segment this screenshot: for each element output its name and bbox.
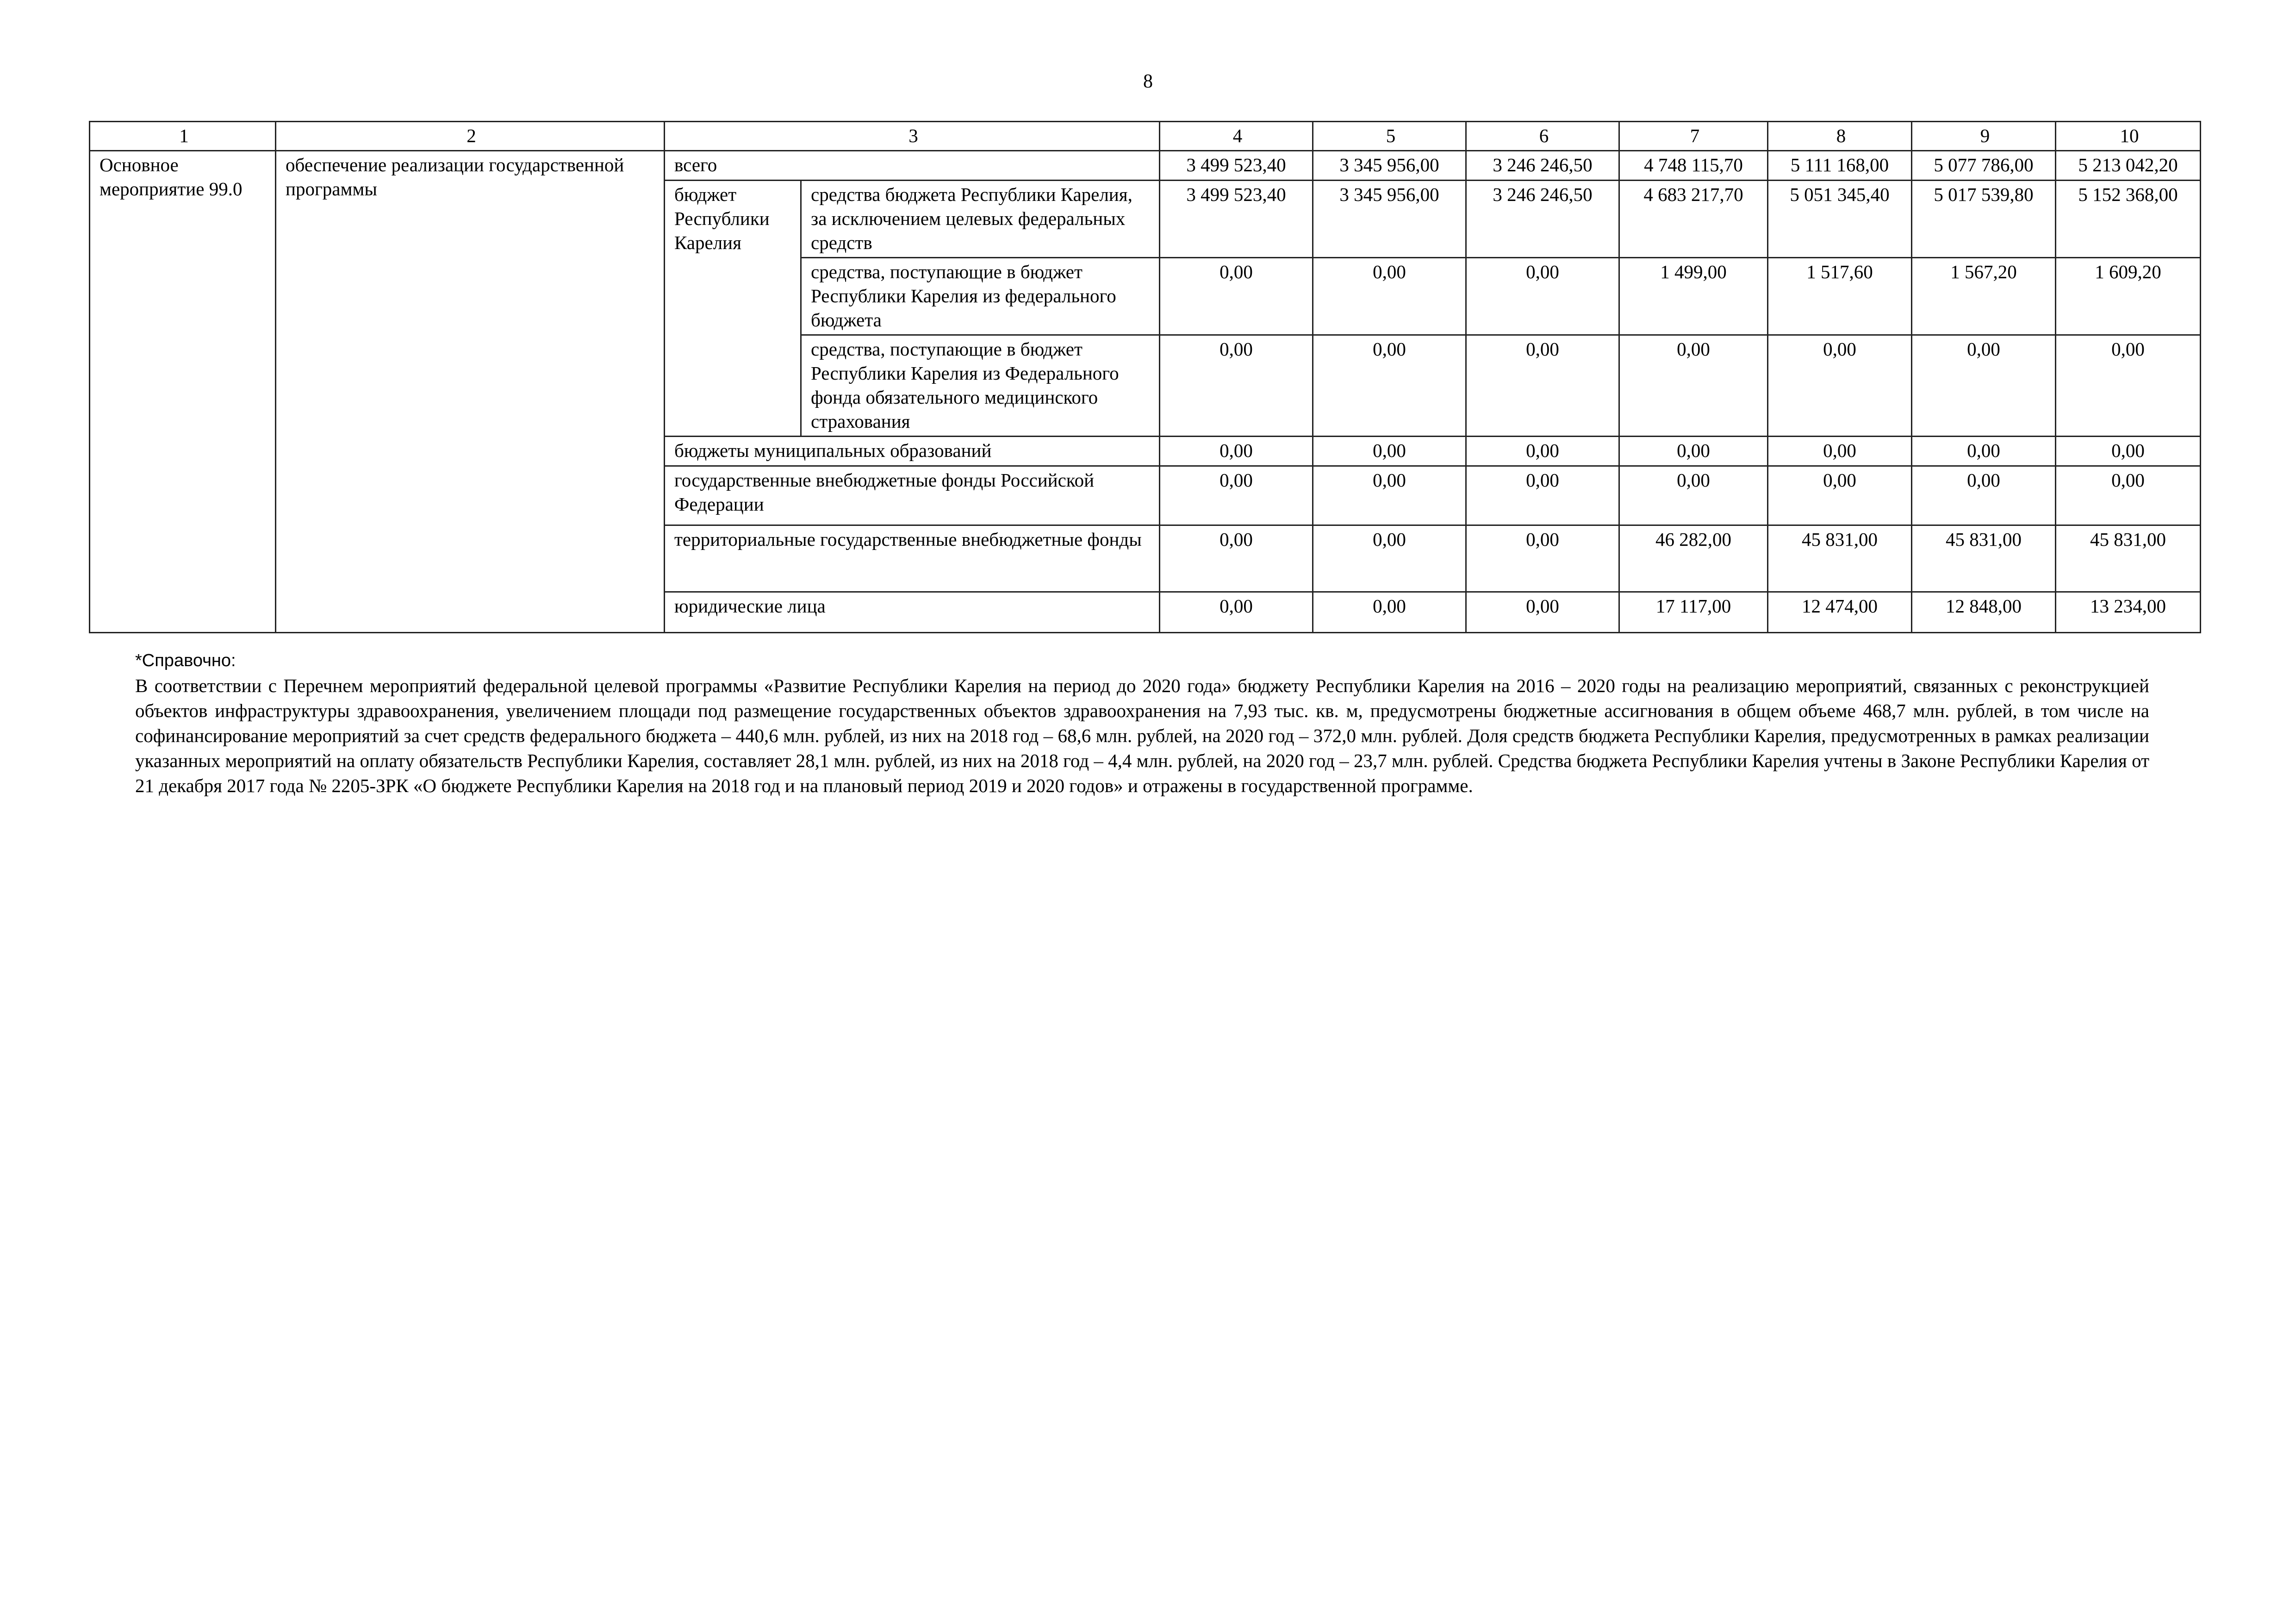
- value-cell: 0,00: [1768, 466, 1912, 525]
- value-cell: 46 282,00: [1619, 525, 1768, 592]
- value-cell: 1 499,00: [1619, 258, 1768, 335]
- header-cell: 10: [2056, 122, 2201, 151]
- value-cell: 0,00: [1160, 525, 1313, 592]
- header-cell: 9: [1912, 122, 2056, 151]
- value-cell: 5 152 368,00: [2056, 181, 2201, 258]
- header-cell: 8: [1768, 122, 1912, 151]
- value-cell: 0,00: [1313, 258, 1466, 335]
- value-cell: 0,00: [1313, 525, 1466, 592]
- value-cell: 0,00: [1313, 592, 1466, 633]
- value-cell: 3 345 956,00: [1313, 181, 1466, 258]
- value-cell: 5 077 786,00: [1912, 151, 2056, 181]
- value-cell: 0,00: [1160, 258, 1313, 335]
- header-cell: 3: [665, 122, 1160, 151]
- header-cell: 7: [1619, 122, 1768, 151]
- value-cell: 0,00: [1313, 335, 1466, 437]
- value-cell: 0,00: [1768, 335, 1912, 437]
- value-cell: 3 499 523,40: [1160, 181, 1313, 258]
- value-cell: 0,00: [1619, 335, 1768, 437]
- value-cell: 17 117,00: [1619, 592, 1768, 633]
- value-cell: 0,00: [1768, 437, 1912, 466]
- table-row-total: [90, 151, 2201, 181]
- header-cell: 4: [1160, 122, 1313, 151]
- value-cell: 4 683 217,70: [1619, 181, 1768, 258]
- row-label: всего: [665, 151, 1160, 181]
- row-label: юридические лица: [665, 592, 1160, 633]
- value-cell: 0,00: [1912, 466, 2056, 525]
- value-cell: 0,00: [2056, 437, 2201, 466]
- value-cell: 5 111 168,00: [1768, 151, 1912, 181]
- value-cell: 0,00: [1313, 437, 1466, 466]
- budget-table: [89, 121, 2201, 633]
- value-cell: 0,00: [1466, 437, 1619, 466]
- value-cell: 0,00: [1313, 466, 1466, 525]
- row-label: территориальные государственные внебюджетные фонды: [665, 525, 1160, 592]
- value-cell: 13 234,00: [2056, 592, 2201, 633]
- table-header-row: [90, 122, 2201, 151]
- value-cell: 0,00: [2056, 335, 2201, 437]
- value-cell: 45 831,00: [1768, 525, 1912, 592]
- value-cell: 0,00: [1619, 437, 1768, 466]
- value-cell: 45 831,00: [1912, 525, 2056, 592]
- header-cell: 6: [1466, 122, 1619, 151]
- value-cell: 3 499 523,40: [1160, 151, 1313, 181]
- value-cell: 1 567,20: [1912, 258, 2056, 335]
- value-cell: 0,00: [1160, 592, 1313, 633]
- header-cell: 2: [276, 122, 665, 151]
- value-cell: 4 748 115,70: [1619, 151, 1768, 181]
- value-cell: 12 848,00: [1912, 592, 2056, 633]
- note-text: В соответствии с Перечнем мероприятий федеральной целевой программы «Развитие Республики Карелия на период до 2020 года» бюджету Республики Карелия на 2016 – 2020 годы на реализацию мероприятий, связанных с реконструкцией объектов инфраструктуры здравоохранения, увеличением площади под размещение государственных объектов здравоохранения на 7,93 тыс. кв. м, предусмотрены бюджетные ассигнования в общем объеме 468,7 млн. рублей, в том числе на софинансирование мероприятий за счет средств федерального бюджета – 440,6 млн. рублей, из них на 2018 год – 68,6 млн. рублей, на 2020 год – 372,0 млн. рублей. Доля средств бюджета Республики Карелия, предусмотренных в рамках реализации указанных мероприятий на оплату обязательств Республики Карелия, составляет 28,1 млн. рублей, из них на 2018 год – 4,4 млн. рублей, на 2020 год – 23,7 млн. рублей. Средства бюджета Республики Карелия учтены в Законе Республики Карелия от 21 декабря 2017 года № 2205-ЗРК «О бюджете Республики Карелия на 2018 год и на плановый период 2019 и 2020 годов» и отражены в государственной программе.: [135, 675, 2149, 796]
- value-cell: 0,00: [1466, 335, 1619, 437]
- reference-note: [135, 648, 2149, 798]
- activity-label: Основное мероприятие 99.0: [90, 151, 276, 633]
- value-cell: 0,00: [1160, 437, 1313, 466]
- row-label: государственные внебюджетные фонды Российской Федерации: [665, 466, 1160, 525]
- value-cell: 12 474,00: [1768, 592, 1912, 633]
- row-label: средства, поступающие в бюджет Республики Карелия из федерального бюджета: [801, 258, 1160, 335]
- value-cell: 0,00: [1160, 466, 1313, 525]
- value-cell: 5 213 042,20: [2056, 151, 2201, 181]
- value-cell: 5 051 345,40: [1768, 181, 1912, 258]
- value-cell: 3 246 246,50: [1466, 151, 1619, 181]
- row-label: средства бюджета Республики Карелия, за исключением целевых федеральных средств: [801, 181, 1160, 258]
- activity-description: обеспечение реализации государственной программы: [276, 151, 665, 633]
- value-cell: 1 609,20: [2056, 258, 2201, 335]
- value-cell: 0,00: [1912, 335, 2056, 437]
- note-title: *Справочно:: [135, 651, 236, 670]
- value-cell: 0,00: [1466, 258, 1619, 335]
- value-cell: 3 345 956,00: [1313, 151, 1466, 181]
- value-cell: 0,00: [1466, 466, 1619, 525]
- value-cell: 0,00: [1466, 525, 1619, 592]
- value-cell: 0,00: [1619, 466, 1768, 525]
- rk-budget-label: бюджет Республики Карелия: [665, 181, 801, 437]
- value-cell: 0,00: [1466, 592, 1619, 633]
- value-cell: 0,00: [1160, 335, 1313, 437]
- value-cell: 1 517,60: [1768, 258, 1912, 335]
- header-cell: 5: [1313, 122, 1466, 151]
- value-cell: 3 246 246,50: [1466, 181, 1619, 258]
- value-cell: 45 831,00: [2056, 525, 2201, 592]
- page-number: 8: [1143, 71, 1153, 92]
- value-cell: 5 017 539,80: [1912, 181, 2056, 258]
- value-cell: 0,00: [1912, 437, 2056, 466]
- row-label: бюджеты муниципальных образований: [665, 437, 1160, 466]
- row-label: средства, поступающие в бюджет Республики Карелия из Федерального фонда обязательного медицинского страхования: [801, 335, 1160, 437]
- value-cell: 0,00: [2056, 466, 2201, 525]
- header-cell: 1: [90, 122, 276, 151]
